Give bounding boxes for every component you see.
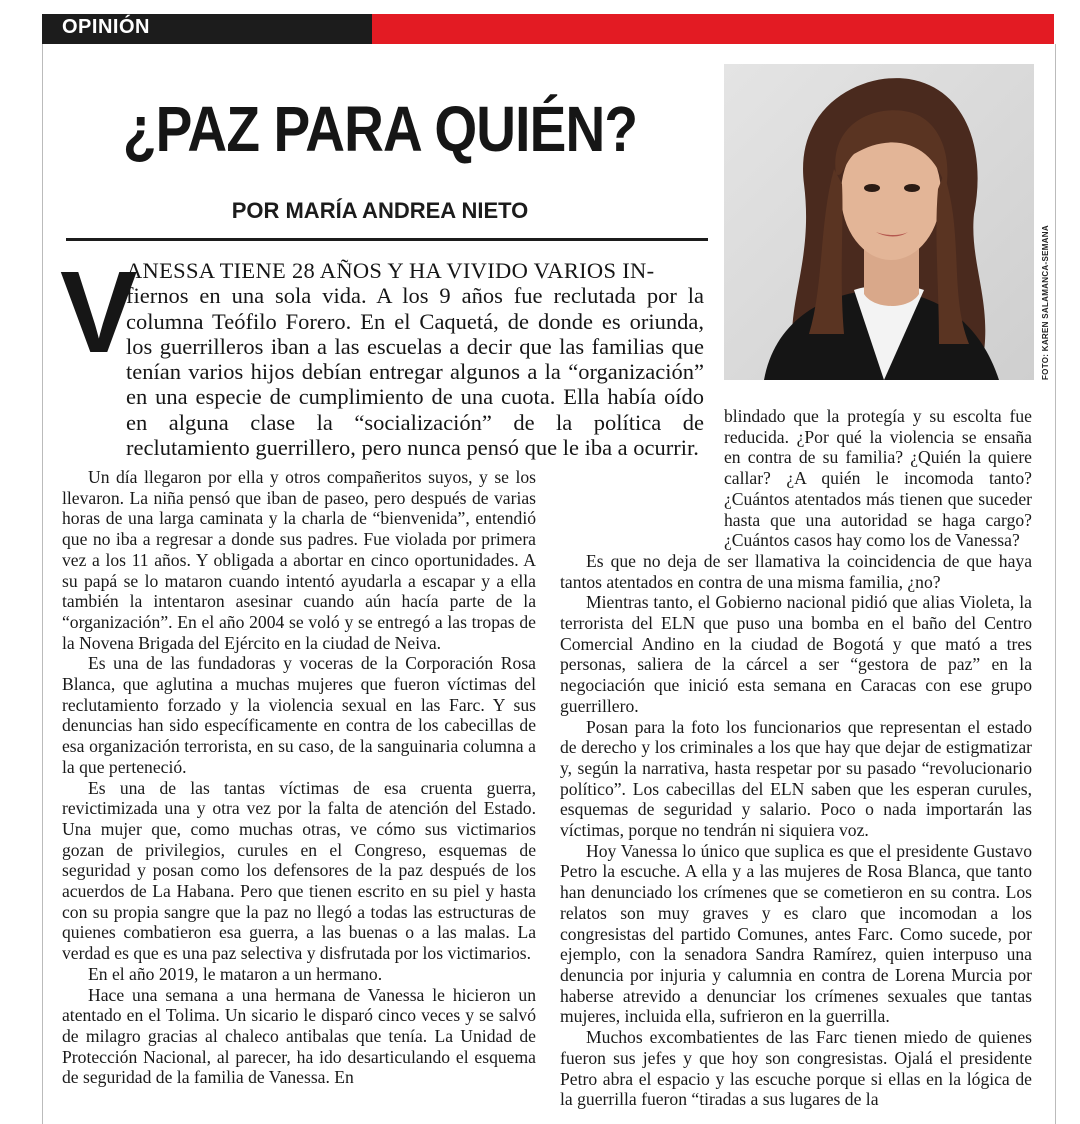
column-2-paragraph: Es que no deja de ser llamativa la coincidencia de que haya tantos atentados en contra de una misma familia, ¿no?: [560, 550, 1032, 592]
lead-caps-text: ANESSA TIENE 28 AÑOS Y HA VIVIDO VARIOS IN-: [126, 258, 655, 283]
column-1: [62, 467, 536, 1088]
portrait-illustration: [724, 64, 1034, 380]
column-1-paragraph: Un día llegaron por ella y otros compañeritos suyos, y se los llevaron. La niña pensó que iban de paseo, pero después de varias horas de una larga caminata y la charla de “bienvenida”, entendió que no iba a regresar a donde sus padres. Fue violada por primera vez a los 11 años. Y obligada a abortar en cinco oportunidades. A su papá se lo mataron cuando intentó ayudarla a escapar y a ella también la intentaron asesinar cuando aún hacía parte de la “organización”. En el año 2004 se voló y se entregó a las tropas de la Novena Brigada del Ejército en la ciudad de Neiva.: [62, 467, 536, 653]
column-2: [560, 406, 1032, 1110]
section-label: OPINIÓN: [62, 16, 150, 38]
lead-paragraph: [62, 258, 704, 461]
column-1-paragraph: Hace una semana a una hermana de Vanessa le hicieron un atentado en el Tolima. Un sicario le disparó cinco veces y se salvó de milagro gracias al chaleco antibalas que tenía. La Unidad de Protección Nacional, al parecer, ha ido desarticulando el esquema de seguridad de la familia de Vanessa. En: [62, 984, 536, 1088]
section-header-red: [372, 14, 1054, 44]
author-photo: [724, 64, 1034, 380]
column-2-paragraph: Posan para la foto los funcionarios que representan el estado de derecho y los criminales a los que hay que dejar de estigmatizar y, según la narrativa, hasta respetar por su pasado “revolucionario político”. Los cabecillas del ELN saben que les esperan curules, esquemas de seguridad y salario. Poco o nada importarán las víctimas, porque no tendrán ni siquiera voz.: [560, 716, 1032, 841]
lead-text-indented: fiernos en una sola vida. A los 9 años fue reclutada por la columna Teófilo Forero. En el Caquetá, de donde es oriunda, los guerrilleros iban a las escuelas a decir que las familias que tenían varios hijos debían entregar algunos a la “organización” en una especie de cumplimiento de una cuota. Ella había oído en alguna clase la “socialización” de la política de reclutamiento guerrillero, pero nunca pensó que le iba a ocurrir.: [126, 283, 704, 461]
column-1-paragraph: Es una de las tantas víctimas de esa cruenta guerra, revictimizada una y otra vez por la falta de atención del Estado. Una mujer que, como muchas otras, ve cómo sus victimarios gozan de privilegios, curules en el Congreso, esquemas de seguridad y posan como los defensores de la paz después de los acuerdos de La Habana. Pero que tienen escrito en su piel y hasta con su propia sangre que la paz no llegó a todas las estructuras de quienes combatieron esa guerra, a las buenas o a las malas. La verdad es que es una paz selectiva y disfrutada por los victimarios.: [62, 777, 536, 964]
drop-cap: V: [60, 247, 138, 377]
photo-credit-text: FOTO: KAREN SALAMANCA-SEMANA: [1041, 225, 1050, 380]
headline-rule: [66, 238, 708, 241]
headline: ¿PAZ PARA QUIÉN?: [122, 93, 638, 165]
column-2-paragraph: Mientras tanto, el Gobierno nacional pidió que alias Violeta, la terrorista del ELN que puso una bomba en el baño del Centro Comercial Andino en la ciudad de Bogotá y que mató a tres personas, saliera de la cárcel a ser “gestora de paz” en la negociación que inició esta semana en Caracas con ese grupo guerrillero.: [560, 592, 1032, 716]
column-1-paragraph: En el año 2019, le mataron a un hermano.: [88, 963, 383, 984]
photo-credit: [1039, 225, 1053, 380]
column-1-paragraph: Es una de las fundadoras y voceras de la Corporación Rosa Blanca, que aglutina a muchas mujeres que fueron víctimas del reclutamiento forzado y la violencia sexual en las Farc. Y sus denuncias han sido específicamente en contra de los cabecillas de esa organización terrorista, en su caso, de la sanguinaria columna a la que perteneció.: [62, 653, 536, 777]
column-2-paragraph: Muchos excombatientes de las Farc tienen miedo de quienes fueron sus jefes y que hoy son congresistas. Ojalá el presidente Petro abra el espacio y las escuche porque si ellas en la lógica de la guerrilla fueron “tiradas a sus lugares de la: [560, 1027, 1032, 1110]
column-2-continuation: blindado que la protegía y su escolta fue reducida. ¿Por qué la violencia se ensaña en contra de su familia? ¿Quién la quiere callar? ¿A quién le incomoda tanto? ¿Cuántos atentados más tienen que suceder hasta que una autoridad se haga cargo? ¿Cuántos casos hay como los de Vanessa?: [724, 406, 1032, 551]
column-2-paragraph: Hoy Vanessa lo único que suplica es que el presidente Gustavo Petro la escuche. A ella y a las mujeres de Rosa Blanca, que tanto han denunciado los crímenes que se cometieron en su contra. Los relatos son muy graves y es claro que incomodan a los congresistas del partido Comunes, antes Farc. Como sucede, por ejemplo, con la senadora Sandra Ramírez, quien interpuso una denuncia por injuria y calumnia en contra de Lorena Murcia por haberse atrevido a denunciar los crímenes sexuales que tantas mujeres, incluida ella, sufrieron en la guerrilla.: [560, 840, 1032, 1027]
section-header-bar: [42, 14, 1054, 44]
byline: POR MARÍA ANDREA NIETO: [231, 198, 529, 223]
